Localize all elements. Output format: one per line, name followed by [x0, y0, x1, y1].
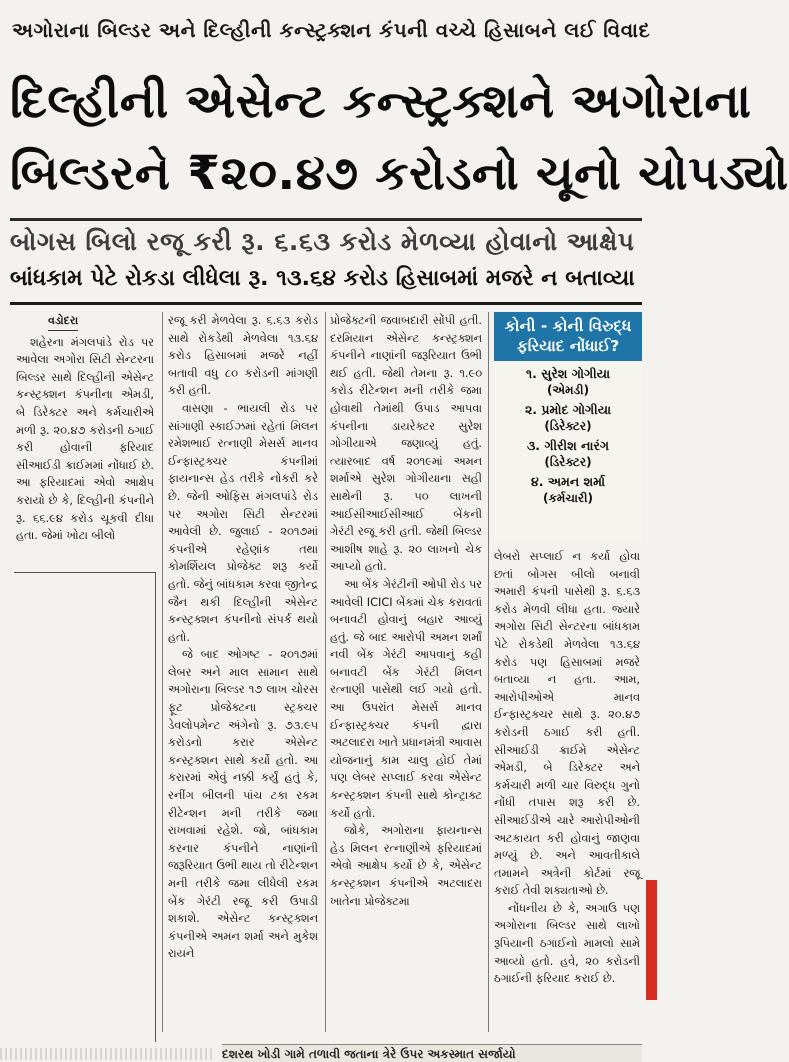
accused-role: (ડિરેક્ટર): [544, 419, 592, 433]
accused-list: [494, 361, 642, 506]
paragraph: પ્રોજેક્ટની જવાબદારી સોંપી હતી. દરમિયાન એસેન્ટ કન્સ્ટ્રક્શન કંપનીને નાણાંની જરૂરિયાત ઉભી થઈ હતી. જેથી તેમના રૂ. ૧.૯૦ કરોડ રીટેન્શન મની તરીકે જમા હોવાથી તેમાંથી ઉપાડ આપવા કંપનીના ડાયરેક્ટર સુરેશ ગોગીયાએ જણાવ્યું હતું. ત્યારબાદ વર્ષ ૨૦૧૯માં અમન શર્માએ સુરેશ ગોગીયાના સહી સાથેની રૂ. ૫૦ લાખની આઈસીઆઈસીઆઈ બેંકની ગેરંટી રજૂ કરી હતી. જેથી બિલ્ડર આશીષ શાહે રૂ. ૨૦ લાખનો ચેક આપ્યો હતો.: [330, 314, 482, 574]
accused-role: (ડિરેક્ટર): [544, 455, 592, 469]
kicker-line: અગોરાના બિલ્ડર અને દિલ્હીની કન્સ્ટ્રક્શન કંપની વચ્ચે હિસાબને લઈ વિવાદ: [12, 18, 651, 42]
divider: [14, 572, 156, 573]
accused-name: ૪. અમન શર્મા: [530, 474, 606, 489]
decorative-strip: [0, 1048, 214, 1060]
headline-line-2: બિલ્ડરને ₹૨૦.૪૭ કરોડનો ચૂનો ચોપડ્યો: [10, 146, 789, 201]
accused-name: ૧. સુરેશ ગોગીયા: [525, 366, 611, 381]
accused-name: ૩. ગીરીશ નારંગ: [526, 438, 610, 453]
headline-line-1: દિલ્હીની એસેન્ટ કન્સ્ટ્રક્શને અગોરાના: [10, 74, 752, 129]
column-divider: [325, 312, 326, 1032]
paragraph: વાસણા - ભાયલી રોડ પર સાંગાણી સ્કાઈઝમાં રહેતાં મિલન રમેશભાઈ રત્નાણી મેસર્સ માનવ ઈન્ફાસ્ટ્રક્ચર કંપનીમાં ફાયનાન્સ હેડ તરીકે નોકરી કરે છે. જેની ઓફિસ મંગલપાંડે રોડ પર અગોરા સિટી સેન્ટરમાં આવેલી છે. જુલાઈ - ૨૦૧૭માં કંપનીએ રહેણાંક તથા કોમર્શિયલ પ્રોજેક્ટ શરૂ કર્યો હતો. જેનું બાંધકામ કરવા જીતેન્દ્ર જૈન થકી દિલ્હીની એસેન્ટ કન્સ્ટ્રક્શન કંપનીનો સંપર્ક થયો હતો.: [168, 401, 318, 644]
paragraph: આ બેંક ગેરંટીની ઓપી રોડ પર આવેલી ICICI બેંકમાં ચેક કરાવતાં બનાવટી હોવાનું બહાર આવ્યું હતું. જે બાદ આરોપી અમન શર્માં નવી બેંક ગેરંટી આપવાનું કહી બનાવટી બેંક ગેરંટી મિલન રત્નાણી પાસેથી લઈ ગયો હતો. આ ઉપરાંત મેસર્સ માનવ ઈન્ફાસ્ટ્રક્ચર કંપની દ્વારા અટલાદરા ખાતે પ્રધાનમંત્રી આવાસ યોજનાનું કામ ચાલુ હોઈ તેમાં પણ લેબર સપ્લાઈ કરવા એસેન્ટ કન્સ્ટ્રક્શન કંપની સાથે કોન્ટ્રાક્ટ કર્યો હતો.: [330, 577, 482, 820]
accused-role: (કર્મચારી): [542, 491, 594, 505]
article-column-3: [330, 312, 482, 910]
paragraph: શહેરના મંગલપાંડે રોડ પર આવેલા અગોરા સિટી સેન્ટરના બિલ્ડર સાથે દિલ્હીની એસેન્ટ કન્સ્ટ્રક્શન કંપનીના એમડી, બે ડિરેક્ટર અને કર્મચારીએ મળી રૂ. ૨૦.૪૭ કરોડની ઠગાઈ કરી હોવાની ફરિયાદ સીઆઈડી ક્રાઈમમાં નોંધાઈ છે. આ ફરિયાદમાં એવો આક્ષેપ કરાયો છે કે, દિલ્હીની કંપનીને રૂ. ૬૬.૯૪ કરોડ ચૂકવી દીધા હતા. જેમાં ખોટા બીલો: [16, 335, 154, 543]
accused-sidebar-box: [494, 312, 642, 542]
sidebar-title: [494, 312, 642, 361]
article-column-4: [494, 548, 640, 988]
subheadline-2: બાંધકામ પેટે રોકડા લીધેલા રૂ. ૧૩.૬૪ કરોડ હિસાબમાં મજરે ન બતાવ્યા: [10, 266, 635, 291]
paragraph: જોકે, અગોરાના ફાયનાન્સ હેડ મિલન રત્નાણીએ ફરિયાદમાં એવો આક્ષેપ કર્યો છે કે, એસેન્ટ કન્સ્ટ્રક્શન કંપનીએ અટલાદરા ખાતેના પ્રોજેક્ટમા: [330, 824, 482, 908]
sidebar-title-line: કોની - કોની વિરુદ્ધ: [504, 317, 632, 335]
adjacent-ad-edge: [646, 880, 657, 1000]
column-divider: [162, 312, 163, 1032]
next-story-strip: દશરથ ખોડી ગામે તળાવી જતાના ત્રેરે ઉપર અકસ્માત સર્જાયો: [222, 1044, 642, 1062]
paragraph: નોંધનીય છે કે, અગાઉ પણ અગોરાના બિલ્ડર સાથે લાખો રૂપિયાની ઠગાઈનો મામલો સામે આવ્યો હતો. હવે, ૨૦ કરોડની ઠગાઈની ફરિયાદ કરાઈ છે.: [494, 901, 640, 986]
column-divider: [488, 312, 489, 1032]
subheadline-1: બોગસ બિલો રજૂ કરી રૂ. ૬.૬૩ કરોડ મેળવ્યા હોવાનો આક્ષેપ: [10, 218, 642, 257]
dateline: વડોદરા: [48, 312, 78, 331]
article-column-2: [168, 312, 318, 963]
article-column-1: [16, 312, 154, 545]
column-divider: [155, 572, 156, 1042]
accused-name: ૨. પ્રમોદ ગોગીયા: [524, 402, 612, 417]
paragraph: રજૂ કરી મેળવેલા રૂ. ૬.૬૩ કરોડ સાથે રોકડેથી મેળવેલા ૧૩.૬૪ કરોડ હિસાબમાં મજરે નહીં બતાવી વધુ ૮૦ કરોડની માંગણી કરી હતી.: [168, 314, 318, 398]
sidebar-title-line: ફરિયાદ નોંધાઈ?: [516, 337, 620, 355]
paragraph: જે બાદ ઓગષ્ટ - ૨૦૧૭માં લેબર અને માલ સામાન સાથે અગોરાના બિલ્ડર ૧૭ લાખ ચોરસ ફૂટ પ્રોજેક્ટના સ્ટ્રક્ચર ડેવલોપમેન્ટ અંગેનો રૂ. ૭૩.૯૫ કરોડનો કરાર એસેન્ટ કન્સ્ટ્રક્શન સાથે કર્યો હતો. આ કરારમાં એવું નક્કી કર્યું હતું કે, રનીંગ બીલની પાંચ ટકા રકમ રીટેન્શન મની તરીકે જમા રાખવામાં રહેશે. જો, બાંધકામ કરનાર કંપનીને નાણાંની જરૂરિયાત ઉભી થાય તો રીટેન્શન મની તરીકે જમા લીધેલી રકમ બેંક ગેરંટી રજૂ કરી ઉપાડી શકાશે. એસેન્ટ કન્સ્ટ્રક્શન કંપનીએ અમન શર્મા અને મુકેશ રાયને: [168, 648, 318, 961]
accused-role: (એમડી): [546, 383, 590, 397]
divider: [10, 302, 642, 305]
paragraph: લેબરો સપ્લાઈ ન કર્યા હોવા છતાં બોગસ બીલો બનાવી અમારી કંપની પાસેથી રૂ. ૬.૬૩ કરોડ મેળવી લીધા હતા. જ્યારે અગોરા સિટી સેન્ટરના બાંધકામ પેટે રોકડેથી મેળવેલા ૧૩.૬૪ કરોડ પણ હિસાબમાં મજરે બતાવ્યા ન હતા. આમ, આરોપીઓએ માનવ ઈન્ફાસ્ટ્રક્ચર સાથે રૂ. ૨૦.૪૭ કરોડની ઠગાઈ કરી હતી. સીઆઈડી ક્રાઈમે એસેન્ટ એમડી, બે ડિરેક્ટર અને કર્મચારી મળી ચાર વિરુદ્ધ ગુનો નોંધી તપાસ શરૂ કરી છે. સીઆઈડીએ ચારે આરોપીઓની અટકાયત કરી હોવાનું જાણવા મળ્યું છે. અને આવતીકાલે તમામને અત્રેની કોર્ટમાં રજૂ કરાઈ તેવી શક્યતાઓ છે.: [494, 550, 640, 898]
